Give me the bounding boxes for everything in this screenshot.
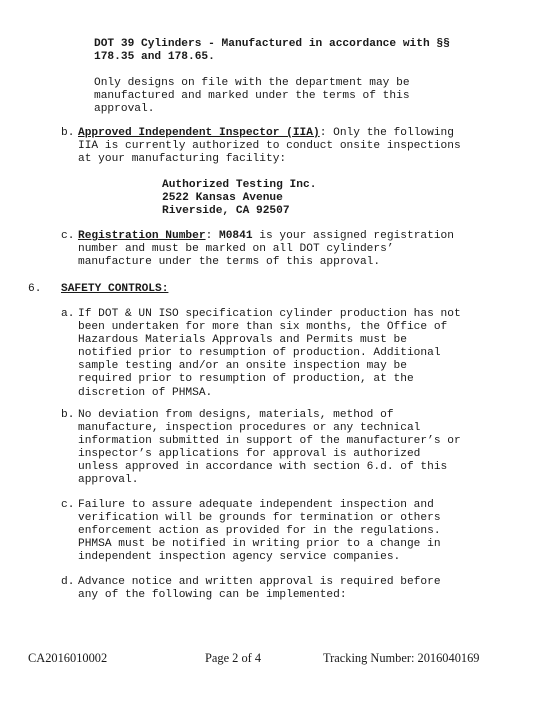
- safety-b-marker: b.: [61, 409, 75, 421]
- item-b-text: Approved Independent Inspector (IIA): Only the following IIA is currently authorized to conduct onsite inspections at your manufacturing facility:: [78, 127, 461, 166]
- safety-b-text: No deviation from designs, materials, method of manufacture, inspection procedures or any technical information submitted in support of the manufacturer’s or inspector’s applications for approval is authorized unless approved in accordance with section 6.d. of this approval.: [78, 409, 461, 487]
- safety-a-marker: a.: [61, 308, 75, 320]
- safety-d-text: Advance notice and written approval is required before any of the following can be implemented:: [78, 576, 441, 602]
- item-b-marker: b.: [61, 127, 75, 139]
- item-c-marker: c.: [61, 230, 75, 242]
- footer-document-id: CA2016010002: [28, 651, 108, 665]
- registration-number-title: Registration Number: [78, 230, 206, 242]
- section-6-number: 6.: [28, 283, 42, 295]
- approved-inspector-title: Approved Independent Inspector (IIA): [78, 127, 320, 139]
- safety-c-marker: c.: [61, 499, 75, 511]
- registration-number-value: M0841: [219, 230, 253, 242]
- safety-c-text: Failure to assure adequate independent inspection and verification will be grounds for termination or others enforcement action as provided for in the regulations. PHMSA must be notified in writing prior to a change in independent inspection agency service companies.: [78, 499, 441, 564]
- dot39-heading: DOT 39 Cylinders - Manufactured in accordance with §§ 178.35 and 178.65.: [94, 38, 450, 64]
- footer-page-number: Page 2 of 4: [205, 651, 262, 665]
- safety-a-text: If DOT & UN ISO specification cylinder production has not been undertaken for more than six months, the Office of Hazardous Materials Approvals and Permits must be notified prior to resumption of production. Additional sample testing and/or an onsite inspection may be required prior to resumption of production, at the discretion of PHMSA.: [78, 308, 461, 399]
- page-footer: [0, 652, 539, 668]
- footer-tracking-number: Tracking Number: 2016040169: [323, 651, 480, 665]
- item-c-text: Registration Number: M0841 is your assigned registration number and must be marked on all DOT cylinders’ manufacture under the terms of this approval.: [78, 230, 454, 269]
- design-note: Only designs on file with the department may be manufactured and marked under the terms of this approval.: [94, 77, 410, 116]
- inspector-address: Authorized Testing Inc. 2522 Kansas Avenue Riverside, CA 92507: [162, 179, 317, 218]
- safety-d-marker: d.: [61, 576, 75, 588]
- safety-controls-heading: SAFETY CONTROLS:: [61, 283, 169, 295]
